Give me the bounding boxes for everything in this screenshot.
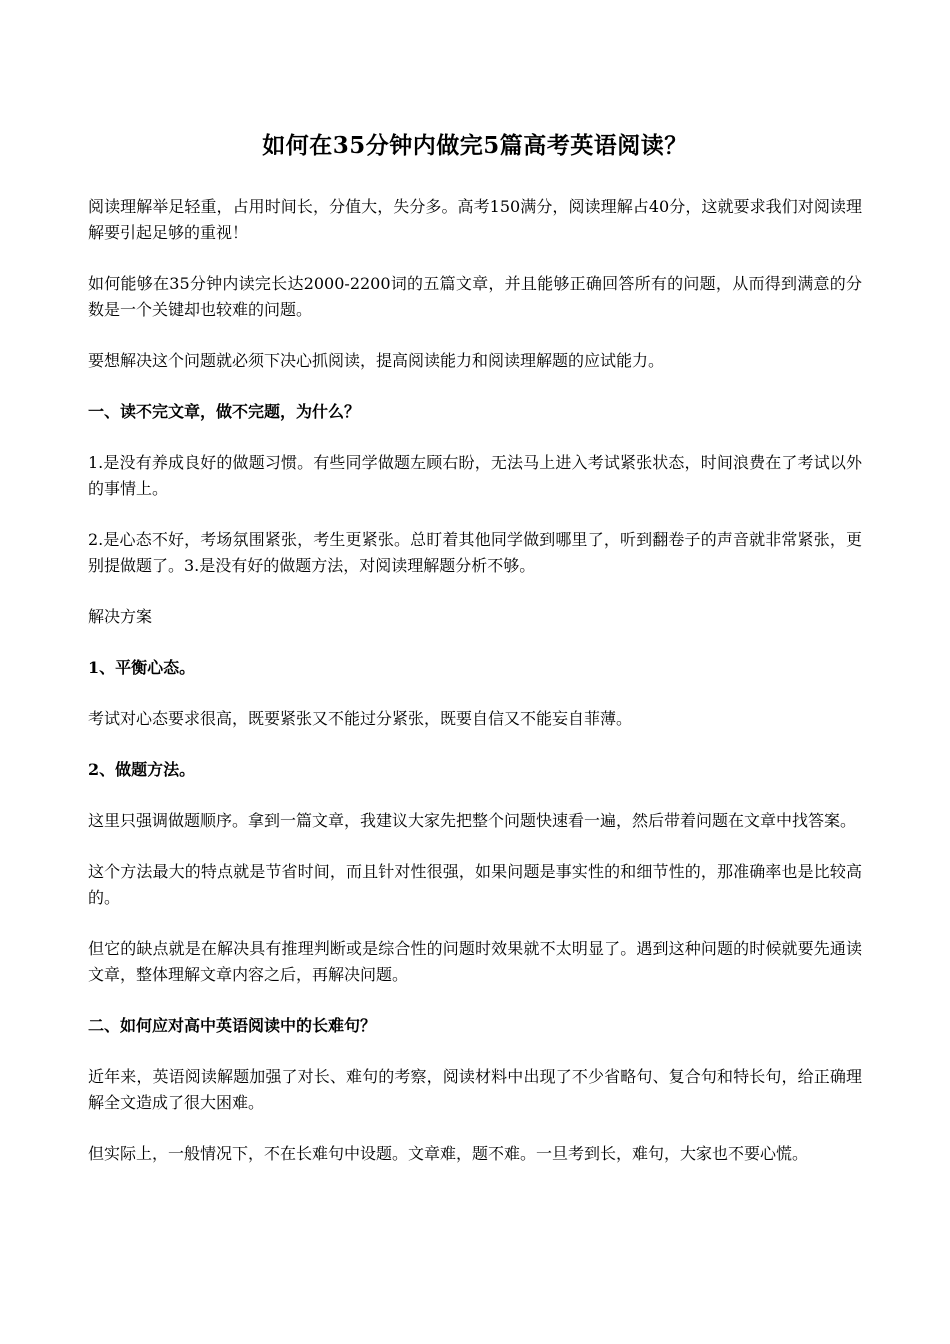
paragraph-reason-1: 1.是没有养成良好的做题习惯。有些同学做题左顾右盼，无法马上进入考试紧张状态，时间浪费在了考试以外的事情上。 [88,453,862,498]
paragraph-method-3: 但它的缺点就是在解决具有推理判断或是综合性的问题时效果就不太明显了。遇到这种问题的时候就要先通读文章，整体理解文章内容之后，再解决问题。 [88,939,862,984]
paragraph-intro-1: 阅读理解举足轻重，占用时间长，分值大，失分多。高考150满分，阅读理解占40分，这就要求我们对阅读理解要引起足够的重视！ [88,197,862,242]
paragraph-long-sentence-2: 但实际上，一般情况下，不在长难句中设题。文章难，题不难。一旦考到长，难句，大家也不要心慌。 [88,1144,809,1163]
paragraph-solution-label: 解决方案 [88,607,153,626]
subheading-method: 2、做题方法。 [88,760,196,779]
paragraph-intro-2: 如何能够在35分钟内读完长达2000-2200词的五篇文章，并且能够正确回答所有的问题，从而得到满意的分数是一个关键却也较难的问题。 [88,274,862,319]
paragraph-mindset: 考试对心态要求很高，既要紧张又不能过分紧张，既要自信又不能妄自菲薄。 [88,709,633,728]
section-heading-2: 二、如何应对高中英语阅读中的长难句？ [88,1016,377,1035]
paragraph-method-1: 这里只强调做题顺序。拿到一篇文章，我建议大家先把整个问题快速看一遍，然后带着问题在文章中找答案。 [88,811,857,830]
document-title: 如何在35分钟内做完5篇高考英语阅读？ [262,132,688,159]
paragraph-long-sentence-1: 近年来，英语阅读解题加强了对长、难句的考察，阅读材料中出现了不少省略句、复合句和特长句，给正确理解全文造成了很大困难。 [88,1067,862,1112]
paragraph-reason-2: 2.是心态不好，考场氛围紧张，考生更紧张。总盯着其他同学做到哪里了，听到翻卷子的声音就非常紧张，更别提做题了。3.是没有好的做题方法，对阅读理解题分析不够。 [88,530,862,575]
section-heading-1: 一、读不完文章，做不完题，为什么？ [88,402,361,421]
paragraph-method-2: 这个方法最大的特点就是节省时间，而且针对性很强，如果问题是事实性的和细节性的，那准确率也是比较高的。 [88,862,862,907]
paragraph-intro-3: 要想解决这个问题就必须下决心抓阅读，提高阅读能力和阅读理解题的应试能力。 [88,351,665,370]
subheading-balance-mindset: 1、平衡心态。 [88,658,196,677]
